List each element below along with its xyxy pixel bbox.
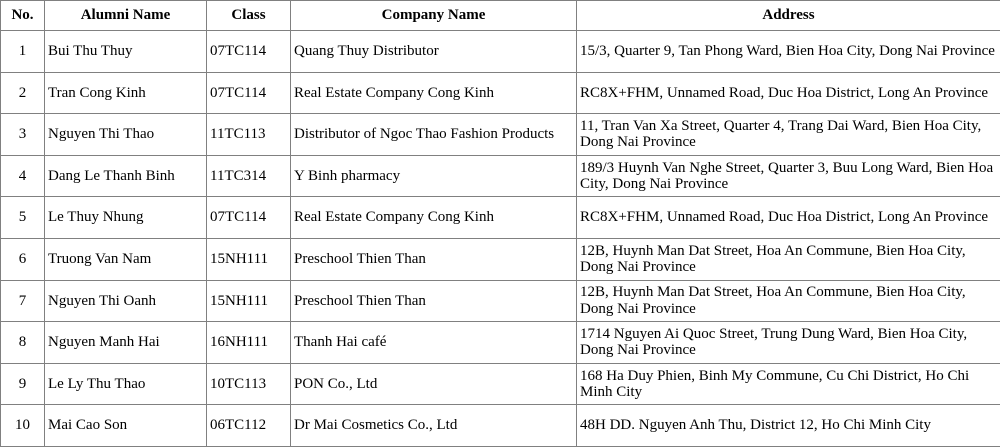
table-row (1, 405, 1000, 447)
alumni-name-cell: Truong Van Nam (45, 238, 207, 280)
alumni-name-cell: Nguyen Manh Hai (45, 322, 207, 364)
row-number: 9 (1, 363, 45, 405)
address-cell: 15/3, Quarter 9, Tan Phong Ward, Bien Hoa City, Dong Nai Province (577, 31, 1000, 73)
company-name-cell: Y Binh pharmacy (291, 155, 577, 197)
table-row (1, 322, 1000, 364)
header-alumni-name: Alumni Name (45, 1, 207, 31)
company-name-cell: Preschool Thien Than (291, 238, 577, 280)
alumni-name-cell: Nguyen Thi Thao (45, 114, 207, 156)
row-number: 1 (1, 31, 45, 73)
address-cell: 168 Ha Duy Phien, Binh My Commune, Cu Chi District, Ho Chi Minh City (577, 363, 1000, 405)
alumni-name-cell: Le Ly Thu Thao (45, 363, 207, 405)
class-cell: 11TC314 (207, 155, 291, 197)
class-cell: 07TC114 (207, 31, 291, 73)
table-row (1, 72, 1000, 114)
class-cell: 15NH111 (207, 238, 291, 280)
class-cell: 07TC114 (207, 197, 291, 239)
row-number: 2 (1, 72, 45, 114)
address-cell: 12B, Huynh Man Dat Street, Hoa An Commune, Bien Hoa City, Dong Nai Province (577, 280, 1000, 322)
class-cell: 10TC113 (207, 363, 291, 405)
company-name-cell: Preschool Thien Than (291, 280, 577, 322)
table-row (1, 197, 1000, 239)
company-name-cell: PON Co., Ltd (291, 363, 577, 405)
header-address: Address (577, 1, 1000, 31)
table-header (1, 1, 1000, 31)
header-class: Class (207, 1, 291, 31)
alumni-name-cell: Tran Cong Kinh (45, 72, 207, 114)
address-cell: RC8X+FHM, Unnamed Road, Duc Hoa District, Long An Province (577, 72, 1000, 114)
address-cell: 48H DD. Nguyen Anh Thu, District 12, Ho Chi Minh City (577, 405, 1000, 447)
address-cell: 189/3 Huynh Van Nghe Street, Quarter 3, Buu Long Ward, Bien Hoa City, Dong Nai Province (577, 155, 1000, 197)
table-row (1, 155, 1000, 197)
company-name-cell: Real Estate Company Cong Kinh (291, 72, 577, 114)
company-name-cell: Thanh Hai café (291, 322, 577, 364)
header-row (1, 1, 1000, 31)
table-row (1, 31, 1000, 73)
alumni-name-cell: Mai Cao Son (45, 405, 207, 447)
address-cell: 11, Tran Van Xa Street, Quarter 4, Trang Dai Ward, Bien Hoa City, Dong Nai Province (577, 114, 1000, 156)
row-number: 7 (1, 280, 45, 322)
row-number: 10 (1, 405, 45, 447)
address-cell: RC8X+FHM, Unnamed Road, Duc Hoa District, Long An Province (577, 197, 1000, 239)
class-cell: 16NH111 (207, 322, 291, 364)
company-name-cell: Dr Mai Cosmetics Co., Ltd (291, 405, 577, 447)
alumni-name-cell: Le Thuy Nhung (45, 197, 207, 239)
header-company-name: Company Name (291, 1, 577, 31)
class-cell: 07TC114 (207, 72, 291, 114)
row-number: 8 (1, 322, 45, 364)
table-row (1, 280, 1000, 322)
alumni-name-cell: Dang Le Thanh Binh (45, 155, 207, 197)
company-name-cell: Real Estate Company Cong Kinh (291, 197, 577, 239)
class-cell: 15NH111 (207, 280, 291, 322)
table-row (1, 114, 1000, 156)
company-name-cell: Distributor of Ngoc Thao Fashion Products (291, 114, 577, 156)
class-cell: 11TC113 (207, 114, 291, 156)
class-cell: 06TC112 (207, 405, 291, 447)
table-row (1, 238, 1000, 280)
alumni-name-cell: Nguyen Thi Oanh (45, 280, 207, 322)
address-cell: 1714 Nguyen Ai Quoc Street, Trung Dung Ward, Bien Hoa City, Dong Nai Province (577, 322, 1000, 364)
table-body (1, 31, 1000, 447)
row-number: 4 (1, 155, 45, 197)
row-number: 5 (1, 197, 45, 239)
row-number: 6 (1, 238, 45, 280)
header-no: No. (1, 1, 45, 31)
address-cell: 12B, Huynh Man Dat Street, Hoa An Commune, Bien Hoa City, Dong Nai Province (577, 238, 1000, 280)
row-number: 3 (1, 114, 45, 156)
company-name-cell: Quang Thuy Distributor (291, 31, 577, 73)
table-row (1, 363, 1000, 405)
alumni-name-cell: Bui Thu Thuy (45, 31, 207, 73)
